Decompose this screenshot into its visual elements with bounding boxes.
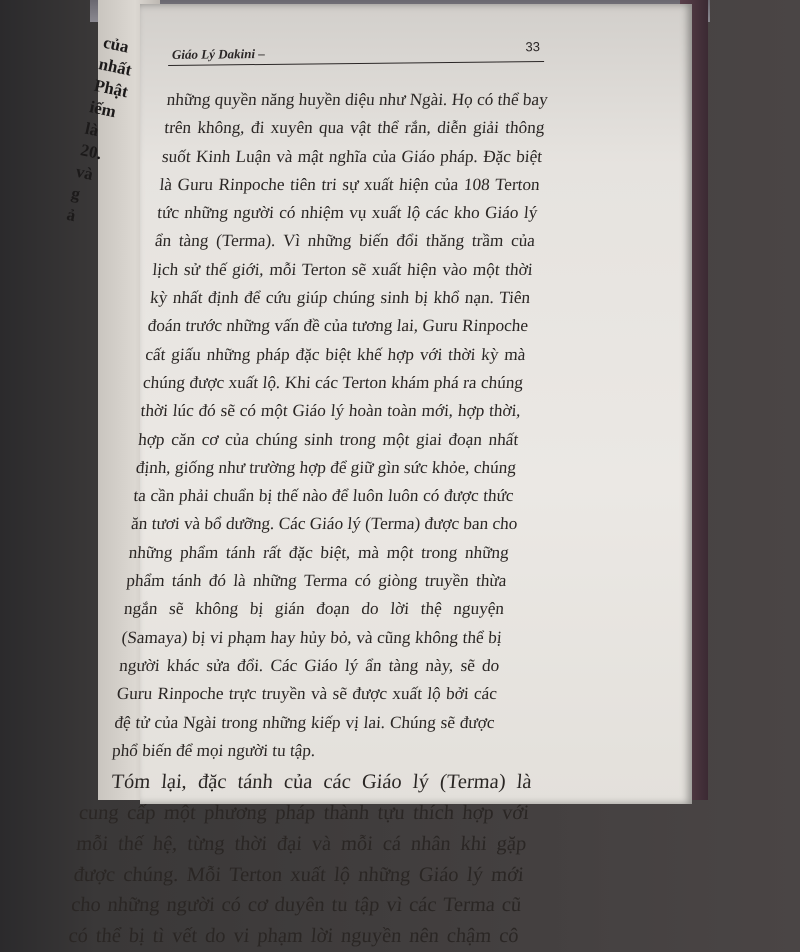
text-line: thời lúc đó sẽ có một Giáo lý hoàn toàn mới, hợp thời, <box>139 401 522 421</box>
text-line: kỳ nhất định để cứu giúp chúng sinh bị khổ nạn. Tiên <box>149 288 532 308</box>
text-line: là Guru Rinpoche tiên tri sự xuất hiện của 108 Terton <box>158 174 541 194</box>
running-header <box>168 41 544 66</box>
text-line: ta cần phải chuẩn bị thế nào để luôn luôn có được thức <box>132 486 515 506</box>
left-page-fragment: nhất <box>97 54 134 80</box>
text-line: suốt Kinh Luận và mật nghĩa của Giáo pháp. Đặc biệt <box>161 146 543 166</box>
left-page-fragment: của <box>101 32 131 57</box>
left-page-fragment: 20. <box>78 140 104 164</box>
header-title: Giáo Lý Dakini – <box>171 45 265 62</box>
text-line: đệ tử của Ngài trong những kiếp vị lai. Chúng sẽ được <box>113 712 496 732</box>
text-line: hợp căn cơ của chúng sinh trong một giai đoạn nhất <box>137 429 520 449</box>
text-line: những phẩm tánh rất đặc biệt, mà một trong những <box>128 542 510 562</box>
text-line: mỗi thế hệ, từng thời đại và mỗi cá nhân khi gặp <box>75 832 528 855</box>
paragraph-1 <box>111 86 568 765</box>
left-page-fragment: là <box>83 118 101 141</box>
text-line: cho những người có cơ duyên tu tập vì các Terma cũ <box>70 894 523 917</box>
text-line: cất giấu những pháp đặc biệt khế hợp với thời kỳ mà <box>144 344 527 364</box>
text-line: được chúng. Mỗi Terton xuất lộ những Giáo lý mới <box>72 863 525 886</box>
text-line: chúng được xuất lộ. Khi các Terton khám phá ra chúng <box>142 372 524 392</box>
text-line: cung cấp một phương pháp thành tựu thích hợp với <box>78 801 530 824</box>
left-page-fragment: Phật <box>92 75 130 102</box>
text-line: Guru Rinpoche trực truyền và sẽ được xuất lộ bởi các <box>116 684 498 704</box>
left-page-fragment: iếm <box>87 97 118 122</box>
left-page-fragment: ả <box>65 204 78 226</box>
text-line: phẩm tánh đó là những Terma có giòng truyền thừa <box>125 571 508 591</box>
page-number: 33 <box>525 39 541 55</box>
text-line: có thể bị tì vết do vi phạm lời nguyền nên chậm cô <box>67 925 520 948</box>
text-line: phổ biến để mọi người tu tập. <box>111 740 317 760</box>
text-line: (Samaya) bị vi phạm hay hủy bỏ, và cũng không thể bị <box>120 627 503 647</box>
left-page-fragment: g <box>69 183 82 204</box>
text-line: ăn tươi và bổ dưỡng. Các Giáo lý (Terma) được ban cho <box>130 514 519 534</box>
text-line: ẩn tàng (Terma). Vì những biến đổi thăng trầm của <box>154 231 536 251</box>
text-line: lịch sử thế giới, mỗi Terton sẽ xuất hiện vào một thời <box>151 259 534 279</box>
text-line: những quyền năng huyền diệu như Ngài. Họ có thể bay <box>166 90 549 109</box>
text-line: trên không, đi xuyên qua vật thể rắn, diễn giải thông <box>163 118 546 138</box>
text-line: người khác sửa đổi. Các Giáo lý ẩn tàng này, sẽ do <box>118 655 501 675</box>
paragraph-2 <box>67 767 533 952</box>
text-line: Tóm lại, đặc tánh của các Giáo lý (Terma) là <box>110 771 533 794</box>
text-line: tức những người có nhiệm vụ xuất lộ các kho Giáo lý <box>156 203 539 223</box>
text-line: định, giống như trường hợp để giữ gìn sức khỏe, chúng <box>135 457 517 477</box>
text-line: ngắn sẽ không bị gián đoạn do lời thệ nguyện <box>123 599 505 619</box>
text-line: đoán trước những vấn đề của tương lai, Guru Rinpoche <box>147 316 529 336</box>
left-page-fragment: và <box>74 161 95 184</box>
